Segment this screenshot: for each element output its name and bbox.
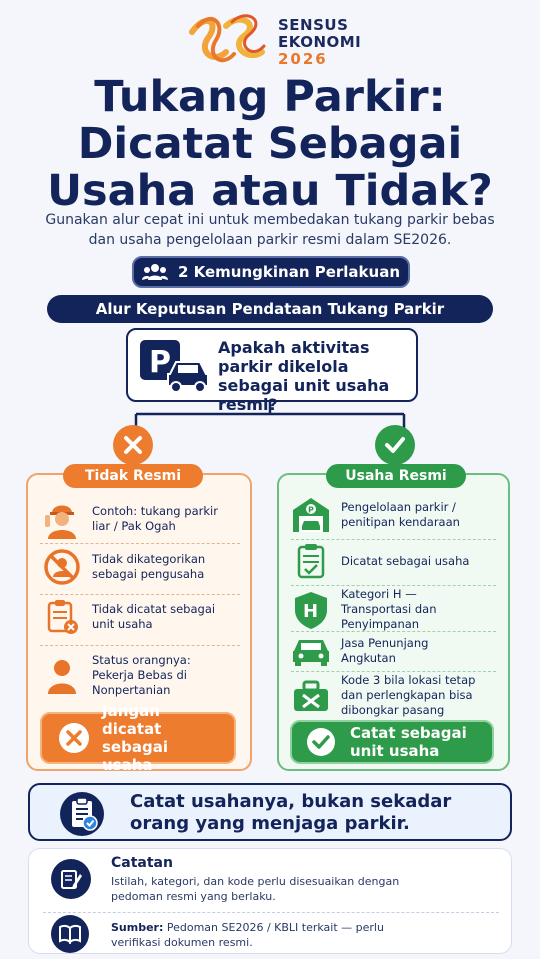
person-icon	[40, 656, 84, 696]
svg-text:H: H	[303, 600, 319, 622]
pen-paper-icon	[51, 859, 91, 899]
list-item	[289, 631, 451, 671]
formal-item-text: Pengelolaan parkir / penitipan kendaraan	[341, 500, 460, 529]
source-text	[111, 920, 411, 950]
list-item	[289, 541, 491, 581]
informal-item-text: Tidak dicatat sebagai unit usaha	[92, 602, 216, 631]
shield-h-icon	[289, 590, 333, 630]
no-business-icon	[40, 547, 84, 587]
do-not-record-label: Jangan dicatat sebagai usaha	[102, 702, 168, 774]
pill-label: 2 Kemungkinan Perlakuan	[177, 263, 401, 281]
check-icon	[375, 425, 415, 465]
notes-box	[28, 848, 512, 954]
clipboard-check-icon	[289, 541, 333, 581]
tag-informal: Tidak Resmi	[63, 464, 203, 488]
formal-item-text: Dicatat sebagai usaha	[341, 553, 470, 568]
x-icon	[113, 425, 153, 465]
clipboard-x-icon	[40, 597, 84, 637]
notes-title: Catatan	[111, 855, 173, 871]
logo	[186, 12, 362, 72]
check-circle-icon	[306, 727, 336, 757]
logo-line2: EKONOMI	[278, 33, 362, 51]
page-title	[0, 74, 540, 215]
group-icon	[142, 263, 168, 281]
source-body: Pedoman SE2026 / KBLI terkait — perlu verifikasi dokumen resmi.	[111, 921, 384, 949]
question-box	[126, 328, 418, 414]
list-item	[289, 495, 491, 535]
list-item	[40, 499, 232, 539]
record-business-button	[290, 720, 494, 764]
do-not-record-button	[40, 702, 236, 774]
informal-item-text: Contoh: tukang parkir liar / Pak Ogah	[92, 504, 218, 533]
formal-item-text: Kode 3 bila lokasi tetap dan perlengkapan bisa dibongkar pasang	[341, 673, 476, 717]
title-line2: Dicatat Sebagai	[77, 119, 463, 169]
logo-line1: SENSUS	[278, 16, 349, 34]
list-item	[289, 673, 476, 718]
title-line1: Tukang Parkir:	[94, 72, 446, 122]
formal-item-text: Kategori H — Transportasi dan Penyimpanan	[341, 587, 437, 631]
parking-garage-icon	[289, 495, 333, 535]
title-line3: Usaha atau Tidak?	[47, 166, 493, 216]
sensus-logo-icon	[186, 12, 266, 72]
parking-attendant-icon	[40, 499, 84, 539]
car-icon	[289, 631, 333, 671]
list-item	[289, 587, 471, 632]
logo-year: 2026	[278, 50, 328, 68]
x-circle-icon	[58, 722, 90, 754]
clipboard-icon	[58, 791, 106, 837]
notes-body: Istilah, kategori, dan kode perlu disesuaikan dengan pedoman resmi yang berlaku.	[111, 875, 400, 903]
possibilities-pill	[132, 256, 410, 288]
section-title: Alur Keputusan Pendataan Tukang Parkir	[47, 295, 493, 323]
intro-text: Gunakan alur cepat ini untuk membedakan tukang parkir bebas dan usaha pengelolaan parkir resmi dalam SE2026.	[45, 212, 495, 248]
list-item	[40, 653, 222, 698]
divider	[43, 912, 499, 913]
list-item	[40, 597, 232, 637]
parking-car-icon	[138, 338, 212, 394]
svg-text:P: P	[308, 505, 314, 515]
informal-item-text: Tidak dikategorikan sebagai pengusaha	[92, 552, 206, 581]
tag-formal: Usaha Resmi	[326, 464, 466, 488]
key-message: Catat usahanya, bukan sekadar orang yang menjaga parkir.	[130, 791, 452, 834]
record-business-label: Catat sebagai unit usaha	[350, 724, 467, 760]
informal-item-text: Status orangnya: Pekerja Bebas di Nonpertanian	[92, 653, 191, 697]
source-label: Sumber:	[111, 921, 164, 934]
flow-connector	[134, 402, 406, 430]
svg-text:P: P	[149, 345, 171, 380]
key-message-banner	[28, 783, 512, 841]
decision-question: Apakah aktivitas parkir dikelola sebagai unit usaha resmi?	[218, 338, 390, 414]
toolbox-icon	[289, 676, 333, 716]
formal-item-text: Jasa Penunjang Angkutan	[341, 636, 429, 665]
list-item	[40, 547, 232, 587]
book-icon	[51, 915, 89, 953]
